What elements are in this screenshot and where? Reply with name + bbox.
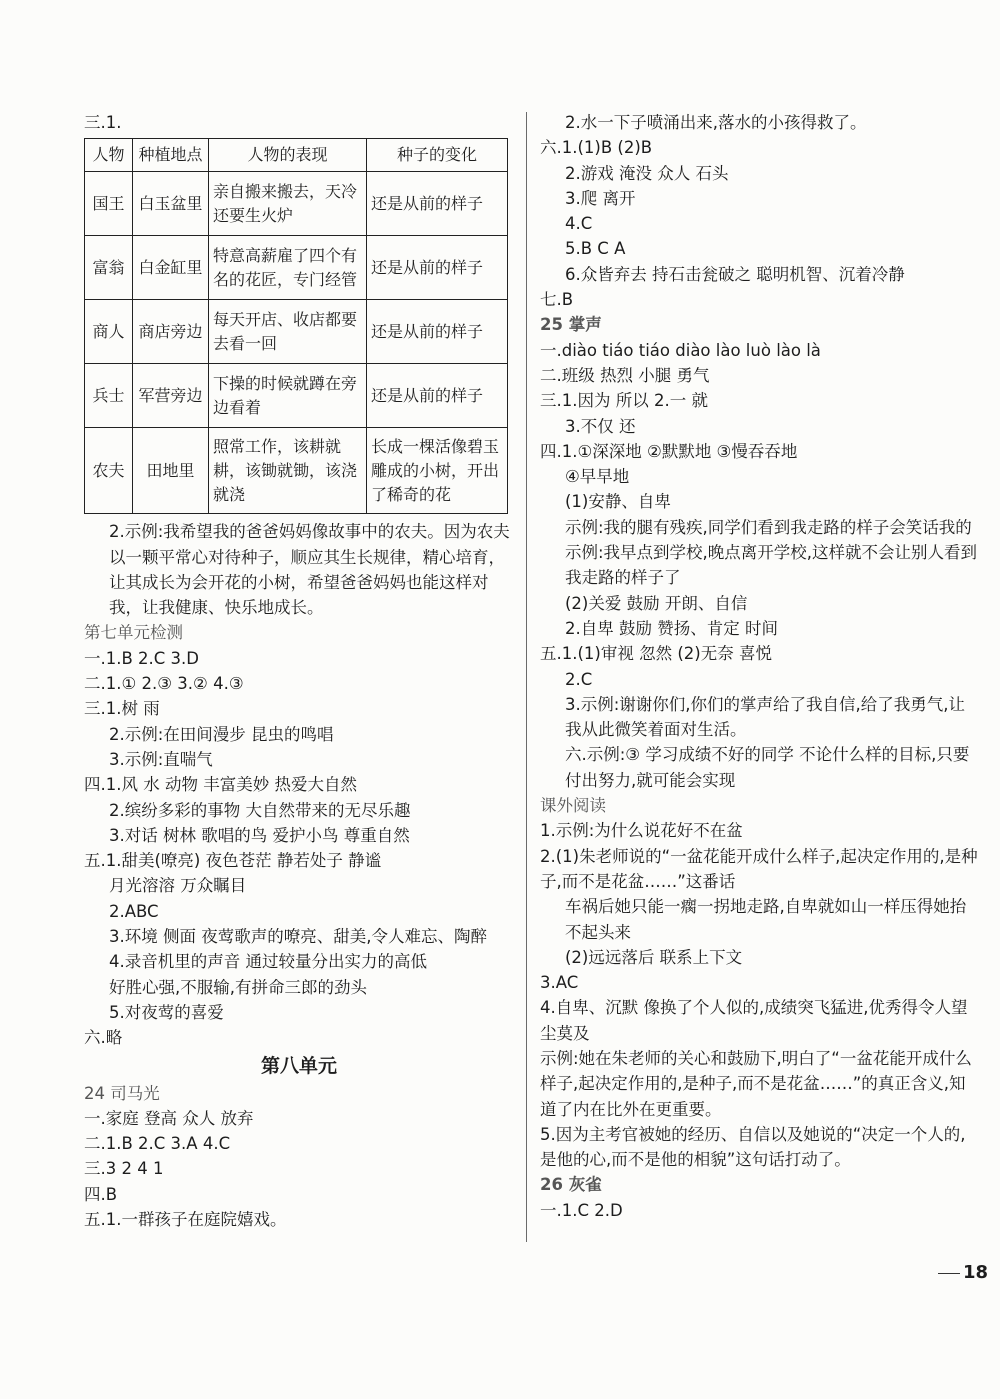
list-item: 3.爬 离开 bbox=[565, 188, 636, 208]
list-item: 示例:她在朱老师的关心和鼓励下,明白了“一盆花能开成什么样子,起决定作用的,是种子,而不是花盆……”的真正含义,知道了内在比外在更重要。 bbox=[540, 1048, 972, 1119]
list-item: 五.1.一群孩子在庭院嬉戏。 bbox=[84, 1210, 287, 1230]
list-item: 2.游戏 淹没 众人 石头 bbox=[565, 163, 729, 183]
table-row bbox=[85, 172, 508, 236]
table-cell: 商人 bbox=[85, 300, 133, 364]
list-item: 五.1.甜美(嘹亮) 夜色苍茫 静若处子 静谧 bbox=[84, 851, 382, 871]
list-item: 3.AC bbox=[540, 973, 579, 993]
table-cell: 还是从前的样子 bbox=[367, 300, 508, 364]
list-item: 6.众皆弃去 持石击瓮破之 聪明机智、沉着冷静 bbox=[565, 264, 905, 284]
left-column bbox=[84, 110, 514, 1232]
list-item: (1)安静、自卑 bbox=[565, 492, 671, 512]
table-row bbox=[85, 236, 508, 300]
table-cell: 照常工作，该耕就耕，该锄就锄，该浇就浇 bbox=[209, 428, 367, 514]
list-item: 一.家庭 登高 众人 放弃 bbox=[84, 1108, 254, 1128]
table-cell: 长成一棵活像碧玉雕成的小树，开出了稀奇的花 bbox=[367, 428, 508, 514]
list-item: 七.B bbox=[540, 290, 574, 310]
list-item: 5.B C A bbox=[565, 239, 626, 259]
list-item: 5.因为主考官被她的经历、自信以及她说的“决定一个人的,是他的心,而不是他的相貌”这句话打动了。 bbox=[540, 1124, 966, 1170]
table-cell: 农夫 bbox=[85, 428, 133, 514]
table-cell: 下操的时候就蹲在旁边看着 bbox=[209, 364, 367, 428]
list-item: 4.自卑、沉默 像换了个人似的,成绩突飞猛进,优秀得令人望尘莫及 bbox=[540, 998, 968, 1043]
list-item: 一.1.B 2.C 3.D bbox=[84, 648, 200, 668]
table-cell: 还是从前的样子 bbox=[367, 236, 508, 300]
list-item: 二.1.① 2.③ 3.② 4.③ bbox=[84, 674, 244, 694]
list-item: 车祸后她只能一瘸一拐地走路,自卑就如山一样压得她抬不起头来 bbox=[565, 897, 967, 942]
list-item: 三.1.因为 所以 2.一 就 bbox=[540, 391, 708, 411]
list-item: 六.1.(1)B (2)B bbox=[540, 138, 653, 158]
list-item: 2.缤纷多彩的事物 大自然带来的无尽乐趣 bbox=[109, 800, 411, 820]
list-item: 四.B bbox=[84, 1184, 118, 1204]
lesson25-title: 25 掌声 bbox=[540, 315, 602, 335]
table-cell: 特意高薪雇了四个有名的花匠，专门经管 bbox=[209, 236, 367, 300]
list-item: 2.ABC bbox=[109, 901, 159, 921]
extra-reading-title: 课外阅读 bbox=[540, 796, 606, 816]
list-item: 3.不仅 还 bbox=[565, 416, 636, 436]
list-item: 2.水一下子喷涌出来,落水的小孩得救了。 bbox=[565, 113, 867, 132]
table-cell: 兵士 bbox=[85, 364, 133, 428]
table-cell: 田地里 bbox=[133, 428, 209, 514]
list-item: 五.1.(1)审视 忽然 (2)无奈 喜悦 bbox=[540, 644, 772, 664]
page-number-rule bbox=[938, 1273, 960, 1274]
table-row bbox=[85, 428, 508, 514]
list-item: 六.示例:③ 学习成绩不好的同学 不论什么样的目标,只要付出努力,就可能会实现 bbox=[565, 745, 970, 790]
table-cell: 富翁 bbox=[85, 236, 133, 300]
column-divider bbox=[526, 112, 527, 1242]
list-item: 一.1.C 2.D bbox=[540, 1200, 623, 1220]
list-item: 3.示例:谢谢你们,你们的掌声给了我自信,给了我勇气,让我从此微笑着面对生活。 bbox=[565, 694, 966, 740]
list-item: 一.diào tiáo tiáo diào lào luò lào là bbox=[540, 340, 821, 360]
table-cell: 每天开店、收店都要去看一回 bbox=[209, 300, 367, 364]
list-item: 二.1.B 2.C 3.A 4.C bbox=[84, 1134, 231, 1154]
list-item: 四.1.风 水 动物 丰富美妙 热爱大自然 bbox=[84, 775, 357, 795]
right-column bbox=[540, 110, 980, 1223]
list-item: 四.1.①深深地 ②默默地 ③慢吞吞地 bbox=[540, 441, 798, 461]
table-header: 种植地点 bbox=[133, 139, 209, 172]
list-item: 2.自卑 鼓励 赞扬、肯定 时间 bbox=[565, 618, 778, 638]
list-item: 3.环境 侧面 夜莺歌声的嘹亮、甜美,令人难忘、陶醉 bbox=[109, 927, 487, 947]
list-item: 三.1.树 雨 bbox=[84, 699, 160, 719]
table-header: 种子的变化 bbox=[367, 139, 508, 172]
list-item: 好胜心强,不服输,有拼命三郎的劲头 bbox=[109, 977, 367, 997]
list-item: 六.略 bbox=[84, 1028, 123, 1048]
list-item: 二.班级 热烈 小腿 勇气 bbox=[540, 365, 710, 385]
list-item: 月光溶溶 万众瞩目 bbox=[109, 876, 247, 896]
list-item: ④早早地 bbox=[565, 467, 630, 487]
table-cell: 还是从前的样子 bbox=[367, 364, 508, 428]
list-item: 2.(1)朱老师说的“一盆花能开成什么样子,起决定作用的,是种子,而不是花盆……”这番话 bbox=[540, 846, 978, 891]
table-header: 人物的表现 bbox=[209, 139, 367, 172]
list-item: 2.C bbox=[565, 669, 593, 689]
table-cell: 商店旁边 bbox=[133, 300, 209, 364]
table-header: 人物 bbox=[85, 139, 133, 172]
list-item: 2.示例:在田间漫步 昆虫的鸣唱 bbox=[109, 724, 334, 744]
table-row bbox=[85, 364, 508, 428]
list-item: 三.3 2 4 1 bbox=[84, 1159, 164, 1179]
unit8-title: 第八单元 bbox=[260, 1054, 337, 1077]
list-item: 示例:我早点到学校,晚点离开学校,这样就不会让别人看到我走路的样子了 bbox=[565, 543, 978, 588]
list-item: 4.录音机里的声音 通过较量分出实力的高低 bbox=[109, 952, 427, 972]
list-item: 4.C bbox=[565, 214, 593, 234]
answer-table bbox=[84, 138, 508, 514]
table-cell: 还是从前的样子 bbox=[367, 172, 508, 236]
list-item: (2)远远落后 联系上下文 bbox=[565, 947, 743, 967]
table-row bbox=[85, 300, 508, 364]
list-item: 示例:我的腿有残疾,同学们看到我走路的样子会笑话我的 bbox=[565, 517, 972, 537]
list-item: (2)关爱 鼓励 开朗、自信 bbox=[565, 593, 748, 613]
table-cell: 国王 bbox=[85, 172, 133, 236]
list-item: 3.示例:直喘气 bbox=[109, 749, 213, 769]
table-cell: 白玉盆里 bbox=[133, 172, 209, 236]
q3-2-answer: 2.示例:我希望我的爸爸妈妈像故事中的农夫。因为农夫以一颗平常心对待种子，顺应其生长规律，精心培育，让其成长为会开花的小树，希望爸爸妈妈也能这样对我，让我健康、快乐地成长。 bbox=[109, 522, 510, 618]
lesson26-title: 26 灰雀 bbox=[540, 1175, 602, 1195]
list-item: 5.对夜莺的喜爱 bbox=[109, 1002, 224, 1022]
table-cell: 白金缸里 bbox=[133, 236, 209, 300]
list-item: 1.示例:为什么说花好不在盆 bbox=[540, 821, 743, 841]
page-number: 18 bbox=[962, 1262, 988, 1283]
lesson24-title: 24 司马光 bbox=[84, 1083, 160, 1103]
list-item: 3.对话 树林 歌唱的鸟 爱护小鸟 尊重自然 bbox=[109, 825, 410, 845]
table-cell: 亲自搬来搬去，天冷还要生火炉 bbox=[209, 172, 367, 236]
table-cell: 军营旁边 bbox=[133, 364, 209, 428]
unit7-title: 第七单元检测 bbox=[84, 623, 183, 643]
q3-head: 三.1. bbox=[84, 113, 122, 132]
